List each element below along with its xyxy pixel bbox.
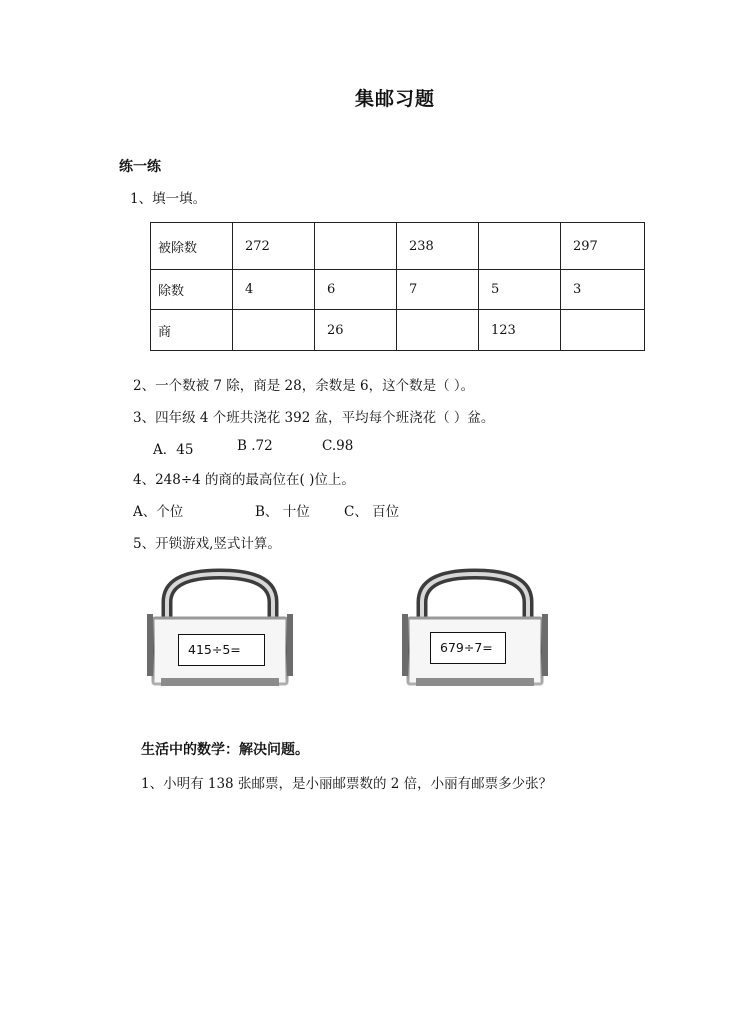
division-table [150, 222, 645, 351]
q3-option-b: B .72 [237, 438, 273, 454]
table-cell: 238 [397, 223, 479, 270]
q4-option-a: A、个位 [133, 504, 184, 520]
q3-option-a: A．45 [153, 442, 194, 458]
life-question-1: 1、小明有 138 张邮票，是小丽邮票数的 2 倍，小丽有邮票多少张？ [141, 776, 553, 792]
padlock-1 [145, 566, 295, 698]
page-title: 集邮习题 [354, 88, 435, 110]
table-row-label: 除数 [151, 270, 233, 310]
table-cell: 26 [315, 310, 397, 351]
table-cell [561, 310, 645, 351]
table-cell: 297 [561, 223, 645, 270]
question-2: 2、一个数被 7 除，商是 28，余数是 6，这个数是（ ）。 [133, 378, 475, 394]
table-row [151, 223, 645, 270]
table-row [151, 310, 645, 351]
q3-option-c: C.98 [322, 438, 354, 454]
life-heading: 生活中的数学：解决问题。 [141, 742, 309, 758]
lock-2-expression: 679÷7= [430, 632, 506, 664]
table-row [151, 270, 645, 310]
question-3: 3、四年级 4 个班共浇花 392 盆，平均每个班浇花（ ）盆。 [133, 410, 495, 426]
practice-heading: 练一练 [119, 159, 161, 175]
table-cell: 7 [397, 270, 479, 310]
table-cell [315, 223, 397, 270]
padlock-icon [145, 566, 295, 698]
table-cell [233, 310, 315, 351]
table-cell: 5 [479, 270, 561, 310]
question-1: 1、填一填。 [130, 191, 207, 207]
table-row-label: 被除数 [151, 223, 233, 270]
lock-1-expression: 415÷5= [178, 634, 265, 666]
q4-option-b: B、 十位 [255, 504, 310, 520]
table-cell: 6 [315, 270, 397, 310]
table-row-label: 商 [151, 310, 233, 351]
q4-option-c: C、 百位 [344, 504, 400, 520]
table-cell: 272 [233, 223, 315, 270]
table-cell: 4 [233, 270, 315, 310]
table-cell: 123 [479, 310, 561, 351]
table-cell: 3 [561, 270, 645, 310]
padlock-2 [400, 566, 550, 698]
question-4: 4、248÷4 的商的最高位在( )位上。 [133, 472, 355, 488]
question-5: 5、开锁游戏,竖式计算。 [133, 536, 281, 552]
table-cell [479, 223, 561, 270]
table-cell [397, 310, 479, 351]
